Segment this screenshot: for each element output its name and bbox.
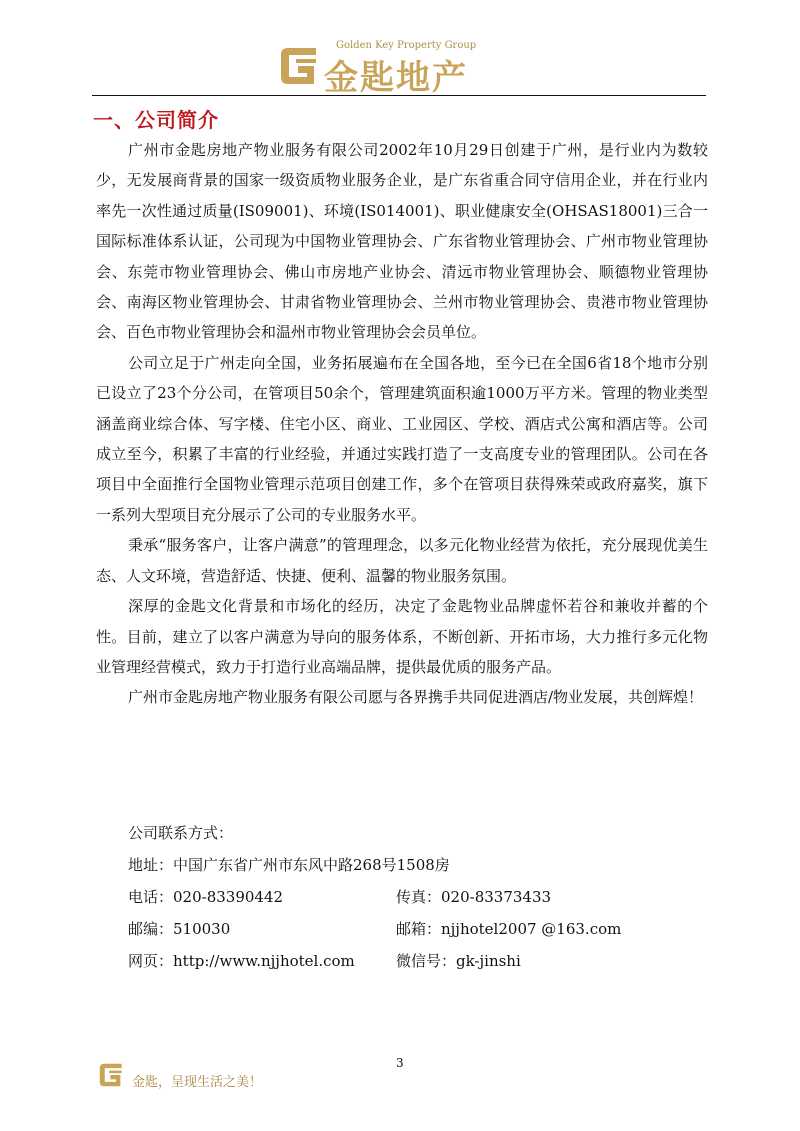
paragraph: 广州市金匙房地产物业服务有限公司2002年10月29日创建于广州，是行业内为数较少，无发展商背景的国家一级资质物业服务企业，是广东省重合同守信用企业，并在行业内率先一次性通过质量(IS09001)、环境(IS014001)、职业健康安全(OHSAS18001)三合一国际标准体系认证，公司现为中国物业管理协会、广东省物业管理协会、广州市物业管理协会、东莞市物业管理协会、佛山市房地产业协会、清远市物业管理协会、顺德物业管理协会、南海区物业管理协会、甘肃省物业管理协会、兰州市物业管理协会、贵港市物业管理协会、百色市物业管理协会和温州市物业管理协会会员单位。 — [96, 141, 708, 342]
page-header — [0, 0, 800, 100]
page-number: 3 — [396, 1056, 404, 1070]
contact-heading: 公司联系方式： — [128, 824, 234, 842]
golden-key-logo-icon — [276, 42, 322, 90]
logo-chinese-name: 金匙地产 — [324, 58, 468, 98]
contact-postcode: 邮编：510030 — [128, 920, 231, 938]
section-title: 一、公司简介 — [93, 108, 219, 132]
footer-slogan: 金匙，呈现生活之美！ — [132, 1075, 263, 1090]
company-logo — [276, 40, 516, 96]
contact-website: 网页：http://www.njjhotel.com — [128, 952, 355, 970]
company-intro — [96, 135, 708, 713]
contact-phone: 电话：020-83390442 — [128, 888, 284, 906]
contact-address: 地址：中国广东省广州市东风中路268号1508房 — [128, 856, 450, 874]
paragraph: 深厚的金匙文化背景和市场化的经历，决定了金匙物业品牌虚怀若谷和兼收并蓄的个性。目前，建立了以客户满意为导向的服务体系，不断创新、开拓市场，大力推行多元化物业管理经营模式，致力于打造行业高端品牌，提供最优质的服务产品。 — [96, 597, 708, 676]
contact-fax: 传真：020-83373433 — [396, 888, 552, 906]
header-divider — [92, 95, 706, 96]
logo-english-name: Golden Key Property Group — [336, 40, 477, 51]
paragraph: 秉承“服务客户，让客户满意”的管理理念，以多元化物业经营为依托，充分展现优美生态、人文环境，营造舒适、快捷、便利、温馨的物业服务氛围。 — [96, 536, 708, 585]
paragraph: 广州市金匙房地产物业服务有限公司愿与各界携手共同促进酒店/物业发展，共创辉煌！ — [128, 688, 704, 707]
contact-wechat: 微信号：gk-jinshi — [396, 952, 521, 970]
paragraph: 公司立足于广州走向全国，业务拓展遍布在全国各地，至今已在全国6省18个地市分别已设立了23个分公司，在管项目50余个，管理建筑面积逾1000万平方米。管理的物业类型涵盖商业综合体、写字楼、住宅小区、商业、工业园区、学校、酒店式公寓和酒店等。公司成立至今，积累了丰富的行业经验，并通过实践打造了一支高度专业的管理团队。公司在各项目中全面推行全国物业管理示范项目创建工作，多个在管项目获得殊荣或政府嘉奖，旗下一系列大型项目充分展示了公司的专业服务水平。 — [96, 353, 708, 524]
golden-key-logo-icon — [96, 1060, 126, 1090]
contact-email: 邮箱：njjhotel2007 @163.com — [396, 920, 622, 938]
